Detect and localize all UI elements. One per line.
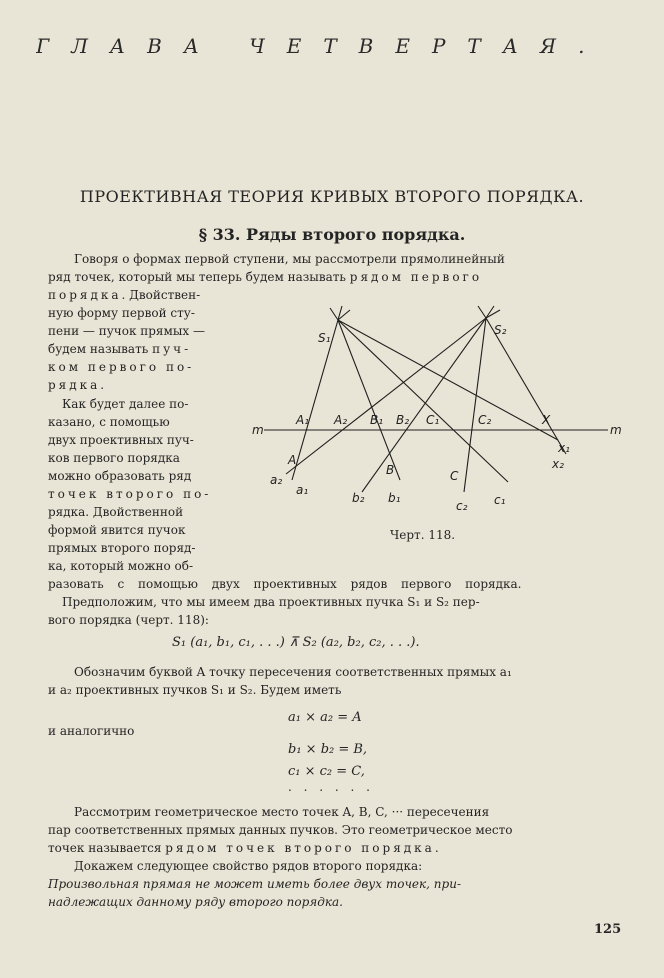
left-col-line-1: Как будет далее по-: [62, 397, 189, 411]
intro-line-2: [48, 270, 482, 284]
consider-line-2: пар соответственных прямых данных пучков. Это геометрическое место: [48, 823, 513, 837]
consider-line-3-end: .: [434, 841, 439, 855]
label-B: B: [386, 463, 395, 477]
and-similarly: и аналогично: [48, 724, 135, 738]
formula-c: c₁ × c₂ = C,: [288, 764, 365, 779]
label-b1: b₁: [388, 491, 401, 505]
label-x2: x₂: [552, 457, 564, 471]
consider-line-3-text: точек называется: [48, 841, 166, 855]
formula-b: b₁ × b₂ = B,: [288, 742, 368, 757]
label-A2: A₂: [334, 413, 348, 427]
label-A: A: [288, 453, 297, 467]
paragraph-title: § 33. Ряды второго порядка.: [198, 225, 466, 244]
term-pencil: пуч-: [152, 342, 192, 356]
label-m-right: m: [610, 423, 622, 437]
suppose-line-2: вого порядка (черт. 118):: [48, 613, 209, 627]
intro-line-7: ком первого по-: [48, 360, 195, 374]
intro-line-1: Говоря о формах первой ступени, мы рассмотрели прямолинейный: [74, 252, 505, 266]
left-col-line-9: прямых второго поряд-: [48, 541, 196, 555]
label-a2: a₂: [270, 473, 283, 487]
intro-line-8: рядка.: [48, 378, 108, 392]
intro-line-6-text: будем называть: [48, 342, 153, 356]
left-col-line-8: формой явится пучок: [48, 523, 186, 537]
label-X: X: [542, 413, 551, 427]
intro-line-2-text: ряд точек, который мы теперь будем называть: [48, 270, 350, 284]
intro-line-3: [48, 288, 200, 302]
term-second-order-row: рядом точек второго порядка: [165, 841, 435, 855]
left-col-line-3: двух проективных пуч-: [48, 433, 194, 447]
continuation-line: разовать с помощью двух проективных рядов первого порядка.: [48, 577, 522, 591]
left-col-line-6: точек второго по-: [48, 487, 212, 501]
intro-line-3-text: . Двойствен-: [121, 288, 201, 302]
denote-line-2: и a₂ проективных пучков S₁ и S₂. Будем иметь: [48, 683, 342, 697]
formula-projective: S₁ (a₁, b₁, c₁, . . .) ⊼ S₂ (a₂, b₂, c₂, . . .).: [172, 635, 420, 650]
intro-line-4: ную форму первой сту-: [48, 306, 195, 320]
label-m-left: m: [252, 423, 264, 437]
label-S2: S₂: [494, 323, 507, 337]
ray-b1: [338, 320, 400, 480]
page-number: 125: [594, 922, 622, 937]
prove-line: Докажем следующее свойство рядов второго порядка:: [74, 859, 423, 873]
intro-line-5: пени — пучок прямых —: [48, 324, 205, 338]
label-c1: c₁: [494, 493, 506, 507]
label-c2: c₂: [456, 499, 468, 513]
ray-a1: [292, 320, 338, 480]
label-b2: b₂: [352, 491, 365, 505]
formula-a: a₁ × a₂ = A: [288, 710, 362, 725]
left-col-line-5: можно образовать ряд: [48, 469, 192, 483]
section-title: ПРОЕКТИВНАЯ ТЕОРИЯ КРИВЫХ ВТОРОГО ПОРЯДКА.: [79, 187, 585, 206]
consider-line-3: [48, 841, 439, 855]
theorem-line-1: Произвольная прямая не может иметь более двух точек, при-: [48, 877, 461, 891]
left-col-line-2: казано, с помощью: [48, 415, 170, 429]
ray-x2: [486, 318, 566, 454]
chapter-heading: ГЛАВА ЧЕТВЕРТАЯ.: [36, 34, 607, 58]
term-first-order-row: рядом первого: [349, 270, 483, 284]
left-col-line-4: ков первого порядка: [48, 451, 180, 465]
label-S1: S₁: [318, 331, 331, 345]
denote-line-1: Обозначим буквой A точку пересечения соответственных прямых a₁: [74, 665, 512, 679]
label-x1: x₁: [558, 441, 570, 455]
figure-caption: Черт. 118.: [390, 528, 456, 542]
left-col-line-10: ка, который можно об-: [48, 559, 194, 573]
label-B1: B₁: [370, 413, 384, 427]
theorem-line-2: надлежащих данному ряду второго порядка.: [48, 895, 343, 909]
label-C1: C₁: [426, 413, 440, 427]
suppose-line-1: Предположим, что мы имеем два проективных пучка S₁ и S₂ пер-: [62, 595, 480, 609]
term-order: порядка: [48, 288, 122, 302]
intro-line-6: [48, 342, 191, 356]
figure-118-diagram: [246, 302, 624, 524]
label-C2: C₂: [478, 413, 492, 427]
left-col-line-7: рядка. Двойственной: [48, 505, 184, 519]
label-C: C: [450, 469, 459, 483]
label-a1: a₁: [296, 483, 309, 497]
ellipsis-dots: . . . . . .: [288, 780, 374, 794]
consider-line-1: Рассмотрим геометрическое место точек A, B, C, ··· пересечения: [74, 805, 490, 819]
label-A1: A₁: [296, 413, 310, 427]
label-B2: B₂: [396, 413, 410, 427]
